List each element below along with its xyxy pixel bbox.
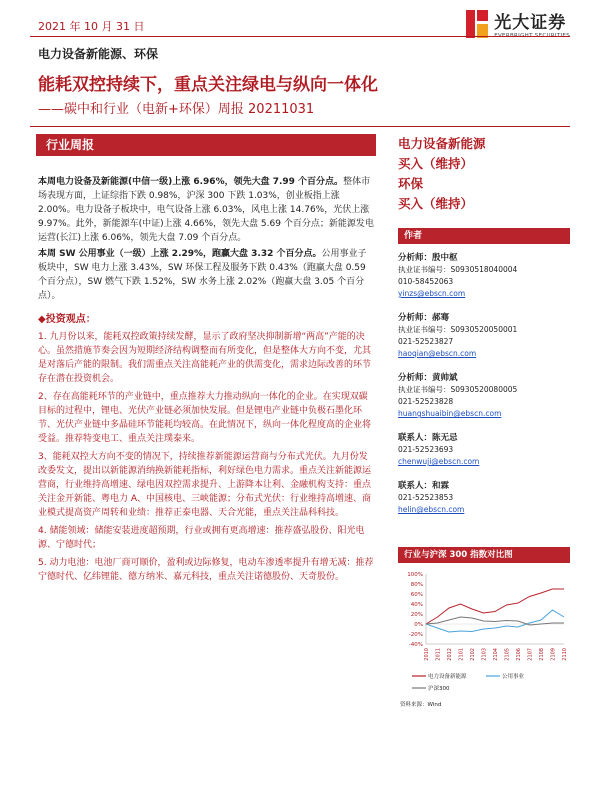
y-tick-label: 0%: [414, 622, 423, 628]
author-email-link[interactable]: huangshuaibin@ebscn.com: [398, 409, 502, 418]
author-2: [398, 312, 570, 360]
contact-1: [398, 432, 570, 468]
legend-label-1: 公用事业: [502, 674, 525, 680]
author-role: 分析师：黄帅斌: [398, 373, 458, 383]
y-tick-label: 80%: [410, 582, 423, 588]
contact-role: 联系人：和霖: [398, 481, 450, 491]
y-tick-label: 20%: [410, 612, 423, 618]
invest-point-1: 1. 九月份以来，能耗双控政策持续发酵，显示了政府坚决抑制新增“两高”产能的决心。虽然措施节奏会因为短期经济结构调整而有所变化，但是整体大方向不变，尤其是对落后产能的限制。我们需重点关注高能耗产业的供需变化，需求边际改善的环节存在潜在投资机会。: [38, 332, 372, 384]
contact-phone: 021-52523853: [398, 493, 454, 502]
invest-point-3: 3、能耗双控大方向不变的情况下，持续推荐新能源运营商与分布式光伏。九月份发改委发文，提出以新能源消纳换新能耗指标，利好绿色电力需求。重点关注新能源运营商，行业维持高增速、绿电因双控需求提升、上游降本让利、金融机构支持：重点关注金开新能、粤电力 A、中国核电、三峡能源；分布式光伏：行业维持高增速、商业模式提高资产周转和业绩：推荐正泰电器、天合光能，重点关注晶科科技。: [38, 452, 372, 518]
rating-2: 买入（维持）: [398, 196, 474, 211]
x-tick-label: 2103: [481, 648, 488, 661]
sector-2: 环保: [398, 176, 424, 191]
contact-role: 联系人：陈无忌: [398, 433, 458, 443]
author-role: 分析师：殷中枢: [398, 253, 458, 263]
contact-email-link[interactable]: helin@ebscn.com: [398, 505, 465, 514]
x-tick-label: 2109: [550, 648, 557, 661]
author-email-link[interactable]: yinzs@ebscn.com: [398, 289, 466, 298]
title-divider: [30, 126, 570, 127]
top-divider: [30, 36, 570, 37]
author-cert: 执业证书编号：S0930520080005: [398, 385, 518, 394]
invest-point-2: 2、存在高能耗环节的产业链中，重点推荐大力推动纵向一体化的企业。在实现双碳目标的过程中，锂电、光伏产业链必须加快发展。但是锂电产业链中负极石墨化环节、光伏产业链中多晶硅环节能耗均较高。在此情况下，纵向一体化程度高的企业将受益。推荐特变电工、重点关注璞泰来。: [38, 392, 372, 444]
y-tick-label: -20%: [408, 632, 423, 638]
summary-1-lead: 本周电力设备及新能源(中信一级)上涨 6.96%，领先大盘 7.99 个百分点。: [38, 177, 344, 187]
chart-source: 资料来源：Wind: [400, 702, 442, 708]
x-tick-label: 2106: [516, 648, 522, 661]
main-content: [38, 175, 374, 588]
contact-2: [398, 480, 570, 516]
x-tick-label: 2101: [458, 648, 465, 661]
author-phone: 021-52523827: [398, 337, 454, 346]
x-tick-label: 2104: [493, 648, 499, 661]
x-tick-label: 2012: [447, 648, 453, 661]
rating-1: 买入（维持）: [398, 156, 474, 171]
author-cert: 执业证书编号：S0930518040004: [398, 265, 518, 274]
invest-point-4: 4. 储能领域：储能安装进度超预期，行业或拥有更高增速：推荐盛弘股份、阳光电源、宁德时代；: [38, 526, 365, 550]
summary-paragraph-1: [38, 175, 374, 245]
invest-point-5: 5. 动力电池：电池厂商可顺价，盈利或边际修复，电动车渗透率提升有增无减：推荐宁德时代、亿纬锂能、德方纳米、嘉元科技，重点关注诺德股份、天奇股份。: [38, 558, 374, 582]
authors-banner: 作者: [398, 228, 570, 244]
rating-block: [398, 134, 570, 214]
author-role: 分析师：郝骞: [398, 313, 450, 323]
x-tick-label: 2010: [424, 648, 430, 661]
author-cert: 执业证书编号：S0930520050001: [398, 325, 518, 334]
author-3: [398, 372, 570, 420]
y-tick-label: 100%: [407, 572, 423, 578]
contact-phone: 021-52523693: [398, 445, 454, 454]
x-tick-label: 2110: [562, 648, 568, 661]
logo-mark-icon: [466, 10, 488, 38]
summary-paragraph-2: [38, 247, 374, 303]
author-1: [398, 252, 570, 300]
invest-heading: ◆投资观点：: [38, 314, 96, 325]
section-banner: [36, 134, 376, 156]
x-tick-label: 2011: [435, 648, 442, 661]
x-tick-label: 2102: [470, 648, 476, 661]
legend-label-0: 电力设备新能源: [428, 674, 467, 680]
author-phone: 010-58452063: [398, 277, 454, 286]
series-line-0: [426, 589, 564, 624]
logo-name-cn: 光大证券: [494, 13, 567, 33]
sidebar: [398, 134, 570, 516]
x-tick-label: 2108: [539, 648, 545, 661]
y-tick-label: -40%: [408, 642, 423, 648]
y-tick-label: 40%: [410, 602, 423, 608]
section-label: 行业周报: [46, 138, 95, 152]
author-phone: 021-52523828: [398, 397, 454, 406]
company-logo: [466, 8, 570, 39]
summary-2-lead: 本周 SW 公用事业（一级）上涨 2.29%，跑赢大盘 3.32 个百分点。: [38, 249, 322, 259]
report-date: 2021 年 10 月 31 日: [38, 20, 145, 33]
x-tick-label: 2107: [527, 648, 534, 661]
contact-email-link[interactable]: chenwuji@ebscn.com: [398, 457, 480, 466]
chart-banner: 行业与沪深 300 指数对比图: [398, 547, 570, 563]
report-category: 电力设备新能源、环保: [38, 47, 159, 61]
summary-2-body: 公用事业子板块中，SW 电力上涨 3.43%，SW 环保工程及服务下跌 0.43%（跑赢大盘 0.59 个百分点），SW 燃气下跌 1.52%，SW 水务上涨 2.02%（跑赢大盘 3.05 个百分点）。: [38, 249, 367, 301]
index-comparison-chart: [398, 566, 570, 714]
report-subtitle: ——碳中和行业（电新+环保）周报 20211031: [38, 102, 315, 117]
x-tick-label: 2105: [504, 648, 511, 661]
summary-1-body: 整体市场表现方面，上证综指下跌 0.98%，沪深 300 下跌 1.03%，创业板指上涨 2.00%。电力设备子板块中，电气设备上涨 6.03%，风电上涨 14.76%，光伏上涨 9.97%。此外，新能源车(中证)上涨 4.66%，领先大盘 5.69 个百分点；新能源发电运营(长江)上涨 6.06%，领先大盘 7.09 个百分点。: [38, 177, 374, 243]
sector-1: 电力设备新能源: [398, 136, 486, 151]
report-title: 能耗双控持续下，重点关注绿电与纵向一体化: [38, 75, 378, 95]
y-tick-label: 60%: [410, 592, 423, 598]
author-email-link[interactable]: haoqian@ebscn.com: [398, 349, 477, 358]
legend-label-2: 沪深300: [428, 686, 450, 692]
